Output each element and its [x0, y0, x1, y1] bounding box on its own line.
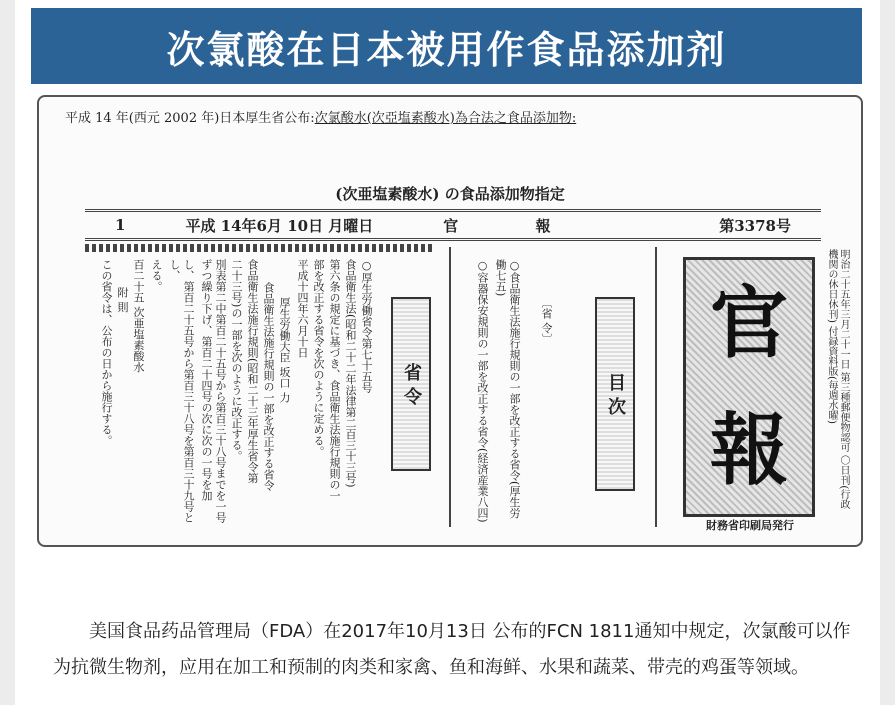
text-column: 食品衛生法施行規則の一部を改正する省令	[262, 282, 275, 491]
text-column: 食品衛生法(昭和二十二年法律第二百三十三号)	[344, 259, 357, 488]
postal-note: 明治二十五年三月二十一日 第三種郵便物認可 〇日刊(行政機関の休日休刊) 付録資料版(毎週水曜)	[826, 249, 849, 510]
text-column: 部を改正する省令を次のように定める。	[312, 259, 325, 457]
decree-highlight: 次氯酸水(次亞塩素酸水)為合法之食品添加物:	[314, 111, 577, 126]
masthead-date: 平成 14年6月 10日 月曜日	[185, 216, 374, 235]
text-column: える。	[150, 259, 163, 292]
decorative-divider	[85, 244, 435, 252]
text-column: 別表第二中第百二十五号から第百三十八号までを一号ずつ繰り下げ、第百二十四号の次に次の一号を加	[200, 259, 227, 523]
contents-heading: 〔省 令〕	[540, 297, 553, 345]
kanpo-seal	[683, 257, 815, 517]
decree-line	[65, 107, 576, 126]
contents-entry: ○食品衛生法施行規則の一部を改正する省令(厚生労働七五)	[494, 259, 521, 519]
text-column: 二十三号)の一部を次のように改正する。	[230, 259, 243, 462]
article-paragraph: 美国食品药品管理局（FDA）在2017年10月13日 公布的FCN 1811通知中规定，次氯酸可以作为抗微生物剂，应用在加工和预制的肉类和家禽、鱼和海鲜、水果和蔬菜、带壳的鸡蛋等领域。	[53, 621, 851, 678]
gazette-title: (次亜塩素酸水) の食品添加物指定	[335, 185, 565, 203]
text-column: 附 則	[116, 287, 129, 313]
article-page	[15, 0, 880, 705]
masthead-name: 官 報	[443, 216, 587, 235]
text-column: 食品衛生法施行規則(昭和二十三年厚生省令第	[246, 259, 259, 484]
column-rule	[655, 247, 657, 527]
masthead-number: 第3378号	[719, 216, 791, 235]
gazette-masthead	[85, 209, 821, 241]
masthead-page: 1	[115, 216, 126, 234]
seal-char: 官	[709, 277, 788, 369]
text-column: 第六条の規定に基づき、食品衛生法施行規則の一	[328, 259, 341, 501]
banner-title: 次氯酸在日本被用作食品添加剂	[31, 8, 862, 84]
gazette-scan-image	[37, 95, 863, 547]
decree-prefix: 平成 14 年(西元 2002 年)日本厚生省公布:	[65, 111, 315, 126]
text-column: し、第百二十五号から第百三十八号を第百三十九号とし、	[168, 259, 195, 523]
text-column: 百二十五 次亜塩素酸水	[132, 259, 145, 373]
contents-entry: ○容器保安規則の一部を改正する省令(経済産業八四)	[476, 259, 489, 523]
seal-caption: 財務省印刷局発行	[706, 519, 794, 532]
shorei-box: 省 令	[391, 297, 431, 471]
text-column: この省令は、公布の日から施行する。	[100, 259, 113, 446]
seal-char: 報	[709, 404, 788, 496]
mokuji-box: 目 次	[595, 297, 635, 491]
text-column: 平成十四年六月十日	[296, 259, 309, 358]
column-rule	[449, 247, 451, 527]
text-column: ○厚生労働省令第七十五号	[360, 259, 373, 393]
text-column: 厚生労働大臣 坂口 力	[278, 297, 291, 403]
